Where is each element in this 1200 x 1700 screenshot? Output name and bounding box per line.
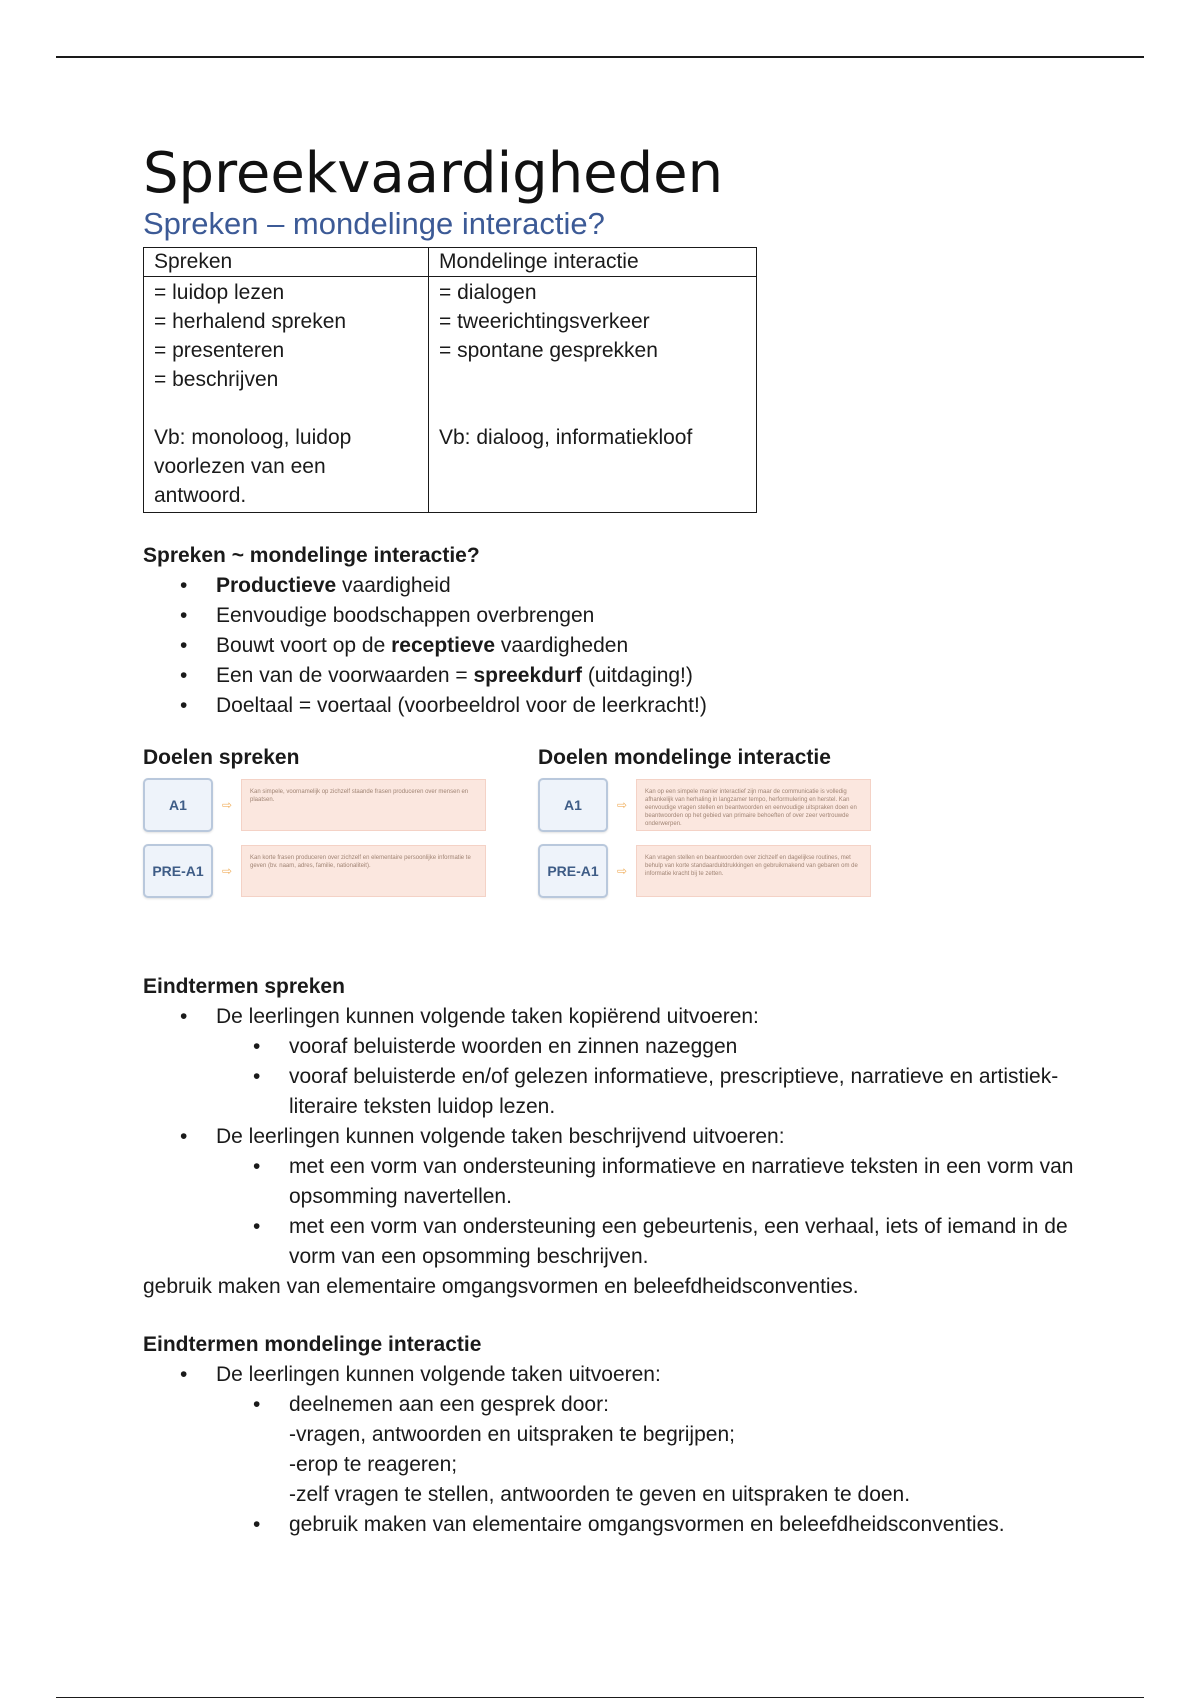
list-item <box>143 691 1103 721</box>
table-line: = dialogen <box>439 281 537 304</box>
table-spacer <box>439 365 746 394</box>
arrow-right-icon: ⇨ <box>616 864 628 878</box>
document-body <box>143 138 1103 1540</box>
list-item: • gebruik maken van elementaire omgangsvormen en beleefdheidsconventies. <box>216 1510 1103 1540</box>
arrow-right-icon: ⇨ <box>221 798 233 812</box>
goal-description: Kan vragen stellen en beantwoorden over zichzelf en dagelijkse routines, met behulp van korte standaarduitdrukkingen en gebruikmakend van gebaren om de informatie kracht bij te zetten. <box>636 845 871 897</box>
list-item: • vooraf beluisterde woorden en zinnen nazeggen <box>216 1032 1103 1062</box>
list-item-text: vaardigheden <box>495 634 629 657</box>
comparison-table <box>143 247 757 513</box>
list-item-text: Eenvoudige boodschappen overbrengen <box>216 604 595 627</box>
level-badge: PRE-A1 <box>538 844 608 898</box>
list-item-text: De leerlingen kunnen volgende taken beschrijvend uitvoeren: <box>216 1125 785 1148</box>
footer-rule <box>56 1697 1144 1698</box>
list-item-text: (uitdaging!) <box>581 664 693 687</box>
eindtermen-spreken-heading: Eindtermen spreken <box>143 975 345 998</box>
list-item-text: De leerlingen kunnen volgende taken kopiërend uitvoeren: <box>216 1005 759 1028</box>
arrow-right-icon: ⇨ <box>221 864 233 878</box>
list-item-text: vaardigheid <box>336 574 451 597</box>
list-item <box>143 601 1103 631</box>
table-line: = luidop lezen <box>154 281 285 304</box>
table-header-interactie: Mondelinge interactie <box>429 248 757 277</box>
eindtermen-interactie-heading: Eindtermen mondelinge interactie <box>143 1333 482 1356</box>
intro-heading: Spreken ~ mondelinge interactie? <box>143 544 480 567</box>
goals-speaking-heading: Doelen spreken <box>143 746 300 769</box>
list-item <box>143 661 1103 691</box>
goals-interaction-heading: Doelen mondelinge interactie <box>538 746 831 769</box>
goal-description: Kan simpele, voornamelijk op zichzelf staande frasen produceren over mensen en plaatsen. <box>241 779 486 831</box>
sub-list <box>216 1390 1103 1540</box>
level-badge: PRE-A1 <box>143 844 213 898</box>
goal-row <box>143 777 486 833</box>
list-item-line: -zelf vragen te stellen, antwoorden te geven en uitspraken te doen. <box>289 1483 911 1506</box>
table-cell-spreken <box>144 277 429 513</box>
list-item: • met een vorm van ondersteuning een gebeurtenis, een verhaal, iets of iemand in de vorm van een opsomming beschrijven. <box>216 1212 1103 1272</box>
sub-list <box>216 1152 1103 1272</box>
goal-row <box>538 843 871 899</box>
table-line: = beschrijven <box>154 368 279 391</box>
eindtermen-spreken-list <box>143 1002 1103 1272</box>
arrow-right-icon: ⇨ <box>616 798 628 812</box>
list-item-text: Een van de voorwaarden = <box>216 664 474 687</box>
table-cell-interactie <box>429 277 757 513</box>
goal-row <box>538 777 871 833</box>
table-example-line: voorlezen van een <box>154 455 326 478</box>
list-item-text: De leerlingen kunnen volgende taken uitvoeren: <box>216 1363 661 1386</box>
goal-description: Kan op een simpele manier interactief zijn maar de communicatie is volledig afhankelijk van herhaling in langzamer tempo, herformulering en herstel. Kan eenvoudige vragen stellen en beantwoorden en eenvoudige uitspraken doen en beantwoorden op het gebied van primaire behoeften of over zeer vertrouwde onderwerpen. <box>636 779 871 831</box>
list-item-text: Bouwt voort op de <box>216 634 392 657</box>
intro-bullet-list <box>143 571 1103 721</box>
goals-speaking <box>143 743 486 909</box>
table-example-line: Vb: monoloog, luidop <box>154 426 352 449</box>
list-item <box>143 631 1103 661</box>
list-item: • vooraf beluisterde en/of gelezen informatieve, prescriptieve, narratieve en artistiek-literaire teksten luidop lezen. <box>216 1062 1103 1122</box>
level-badge: A1 <box>143 778 213 832</box>
bold-term: receptieve <box>391 634 496 657</box>
list-item <box>143 1002 1103 1122</box>
list-item-line: -vragen, antwoorden en uitspraken te begrijpen; <box>289 1423 735 1446</box>
table-header-row <box>144 248 757 277</box>
trailing-line: gebruik maken van elementaire omgangsvormen en beleefdheidsconventies. <box>143 1275 859 1298</box>
table-row <box>144 277 757 513</box>
list-item <box>143 1360 1103 1540</box>
table-line: = herhalend spreken <box>154 310 347 333</box>
table-header-spreken: Spreken <box>144 248 429 277</box>
table-line: = tweerichtingsverkeer <box>439 310 650 333</box>
eindtermen-interactie-list <box>143 1360 1103 1540</box>
table-spacer <box>154 394 418 423</box>
list-item <box>216 1390 1103 1510</box>
table-example-line: antwoord. <box>154 484 247 507</box>
sub-list <box>216 1032 1103 1122</box>
list-item <box>143 1122 1103 1272</box>
goal-description: Kan korte frasen produceren over zichzelf en elementaire persoonlijke informatie te geven (bv. naam, adres, familie, nationaliteit). <box>241 845 486 897</box>
table-example-line: Vb: dialoog, informatiekloof <box>439 426 693 449</box>
bold-term: Productieve <box>216 574 337 597</box>
level-badge: A1 <box>538 778 608 832</box>
page-title: Spreekvaardigheden <box>143 141 724 206</box>
list-item-line: • deelnemen aan een gesprek door: <box>289 1393 609 1416</box>
list-item-text: Doeltaal = voertaal (voorbeeldrol voor de leerkracht!) <box>216 694 707 717</box>
table-line: = spontane gesprekken <box>439 339 658 362</box>
table-spacer <box>439 394 746 423</box>
list-item <box>143 571 1103 601</box>
page-subtitle: Spreken – mondelinge interactie? <box>143 206 605 241</box>
goal-row <box>143 843 486 899</box>
list-item-line: -erop te reageren; <box>289 1453 458 1476</box>
table-line: = presenteren <box>154 339 285 362</box>
header-rule <box>56 56 1144 58</box>
list-item: • met een vorm van ondersteuning informatieve en narratieve teksten in een vorm van opsomming navertellen. <box>216 1152 1103 1212</box>
bold-term: spreekdurf <box>473 664 582 687</box>
goals-interaction <box>538 743 871 909</box>
goals-section <box>143 743 1103 933</box>
